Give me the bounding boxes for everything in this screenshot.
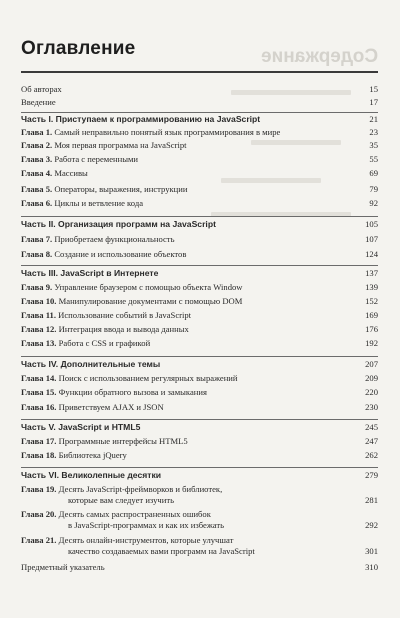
chapter-entry <box>21 184 378 195</box>
chapter-entry <box>21 450 378 461</box>
chapter-title: Программные интерфейсы HTML5 <box>58 436 188 446</box>
toc-entry-title: Введение <box>21 97 56 107</box>
part-page: 245 <box>365 422 378 432</box>
chapter-entry <box>21 198 378 209</box>
part-title: Часть I. Приступаем к программированию на JavaScript <box>21 114 261 124</box>
chapter-entry <box>21 127 378 138</box>
part-heading <box>21 219 378 230</box>
chapter-label: Глава 18. <box>21 450 57 460</box>
chapter-entry <box>21 373 378 384</box>
part-heading <box>21 114 378 125</box>
chapter-title: Функции обратного вызова и замыкания <box>58 387 207 397</box>
part-title: Часть V. JavaScript и HTML5 <box>21 422 141 432</box>
chapter-page: 55 <box>369 154 378 164</box>
chapter-entry <box>21 436 378 447</box>
chapter-page: 192 <box>365 338 378 348</box>
part-title: Часть VI. Великолепные десятки <box>21 470 162 480</box>
chapter-title: Самый неправильно понятый язык программирования в мире <box>54 127 281 137</box>
chapter-entry <box>21 282 378 293</box>
chapter-label: Глава 5. <box>21 184 53 194</box>
chapter-entry <box>21 310 378 321</box>
chapter-page: 23 <box>369 127 378 137</box>
title-underline <box>21 71 378 73</box>
chapter-title: Десять онлайн-инструментов, которые улучшат <box>58 535 234 545</box>
chapter-label: Глава 14. <box>21 373 57 383</box>
chapter-page: 281 <box>365 495 378 505</box>
section-divider <box>21 216 378 217</box>
chapter-page: 152 <box>365 296 378 306</box>
chapter-label: Глава 1. <box>21 127 53 137</box>
chapter-title: Библиотека jQuery <box>58 450 127 460</box>
section-divider <box>21 112 378 113</box>
part-title: Часть IV. Дополнительные темы <box>21 359 161 369</box>
toc-entry-page: 17 <box>369 97 378 107</box>
chapter-entry <box>21 509 378 531</box>
chapter-page: 79 <box>369 184 378 194</box>
chapter-entry <box>21 249 378 260</box>
section-divider <box>21 419 378 420</box>
chapter-entry <box>21 234 378 245</box>
chapter-label: Глава 20. <box>21 509 57 519</box>
chapter-page: 262 <box>365 450 378 460</box>
chapter-title: Работа с переменными <box>54 154 139 164</box>
chapter-entry <box>21 484 378 506</box>
chapter-title-continued: в JavaScript-программах и как их избежать <box>68 520 225 530</box>
chapter-title: Массивы <box>54 168 88 178</box>
part-page: 279 <box>365 470 378 480</box>
chapter-page: 35 <box>369 140 378 150</box>
chapter-title: Операторы, выражения, инструкции <box>54 184 188 194</box>
toc-entry-title: Предметный указатель <box>21 562 105 572</box>
chapter-title: Приобретаем функциональность <box>54 234 175 244</box>
toc-entry-page: 15 <box>369 84 378 94</box>
chapter-entry <box>21 296 378 307</box>
chapter-label: Глава 6. <box>21 198 53 208</box>
part-heading <box>21 359 378 370</box>
chapter-entry <box>21 140 378 151</box>
chapter-page: 92 <box>369 198 378 208</box>
part-heading <box>21 470 378 481</box>
chapter-label: Глава 16. <box>21 402 57 412</box>
chapter-label: Глава 15. <box>21 387 57 397</box>
chapter-page: 176 <box>365 324 378 334</box>
chapter-title: Циклы и ветвление кода <box>54 198 144 208</box>
chapter-page: 301 <box>365 546 378 556</box>
section-divider <box>21 356 378 357</box>
part-page: 105 <box>365 219 378 229</box>
toc-entry-page: 310 <box>365 562 378 572</box>
chapter-label: Глава 7. <box>21 234 53 244</box>
chapter-page: 230 <box>365 402 378 412</box>
chapter-title: Создание и использование объектов <box>54 249 187 259</box>
part-page: 21 <box>369 114 378 124</box>
toc-entry <box>21 562 378 573</box>
chapter-label: Глава 21. <box>21 535 57 545</box>
part-title: Часть II. Организация программ на JavaScript <box>21 219 216 229</box>
chapter-entry <box>21 324 378 335</box>
chapter-page: 220 <box>365 387 378 397</box>
chapter-page: 107 <box>365 234 378 244</box>
chapter-title: Использование событий в JavaScript <box>58 310 192 320</box>
chapter-page: 124 <box>365 249 378 259</box>
chapter-label: Глава 17. <box>21 436 57 446</box>
chapter-title: Моя первая программа на JavaScript <box>54 140 187 150</box>
section-divider <box>21 265 378 266</box>
chapter-label: Глава 12. <box>21 324 57 334</box>
part-heading <box>21 268 378 279</box>
chapter-label: Глава 9. <box>21 282 53 292</box>
bleed-through-title: Содержание <box>260 46 378 67</box>
chapter-label: Глава 4. <box>21 168 53 178</box>
chapter-entry <box>21 338 378 349</box>
chapter-title: Приветствуем AJAX и JSON <box>58 402 164 412</box>
chapter-title: Работа с CSS и графикой <box>58 338 151 348</box>
part-page: 137 <box>365 268 378 278</box>
part-page: 207 <box>365 359 378 369</box>
toc-entry <box>21 84 378 95</box>
chapter-title: Манипулирование документами с помощью DOM <box>58 296 243 306</box>
chapter-label: Глава 10. <box>21 296 57 306</box>
chapter-page: 292 <box>365 520 378 530</box>
chapter-entry <box>21 168 378 179</box>
chapter-label: Глава 13. <box>21 338 57 348</box>
chapter-title: Интеграция ввода и вывода данных <box>58 324 189 334</box>
section-divider <box>21 467 378 468</box>
chapter-page: 139 <box>365 282 378 292</box>
chapter-label: Глава 8. <box>21 249 53 259</box>
chapter-entry <box>21 154 378 165</box>
chapter-label: Глава 2. <box>21 140 53 150</box>
chapter-page: 169 <box>365 310 378 320</box>
chapter-page: 209 <box>365 373 378 383</box>
page-title: Оглавление <box>21 38 136 59</box>
chapter-label: Глава 3. <box>21 154 53 164</box>
chapter-entry <box>21 535 378 557</box>
chapter-entry <box>21 402 378 413</box>
chapter-title: Десять JavaScript-фреймворков и библиотек, <box>58 484 223 494</box>
chapter-page: 247 <box>365 436 378 446</box>
toc-entry <box>21 97 378 108</box>
part-title: Часть III. JavaScript в Интернете <box>21 268 159 278</box>
chapter-label: Глава 11. <box>21 310 56 320</box>
chapter-title: Десять самых распространенных ошибок <box>58 509 211 519</box>
chapter-title-continued: которые вам следует изучить <box>68 495 175 505</box>
chapter-title: Поиск с использованием регулярных выражений <box>58 373 238 383</box>
chapter-title: Управление браузером с помощью объекта Window <box>54 282 243 292</box>
toc-entry-title: Об авторах <box>21 84 62 94</box>
chapter-title-continued: качество создаваемых вами программ на JavaScript <box>68 546 255 556</box>
chapter-entry <box>21 387 378 398</box>
chapter-page: 69 <box>369 168 378 178</box>
part-heading <box>21 422 378 433</box>
chapter-label: Глава 19. <box>21 484 57 494</box>
